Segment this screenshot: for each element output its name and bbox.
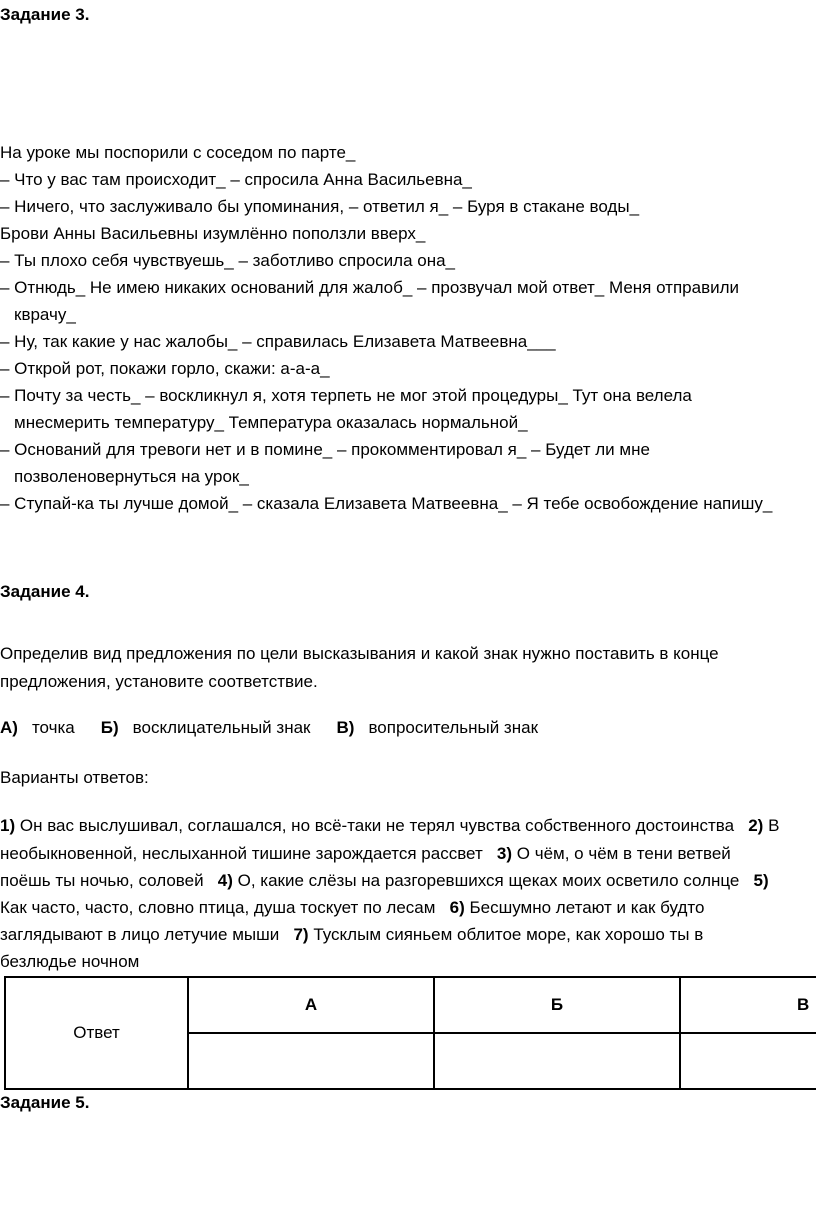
option-label: А) xyxy=(0,718,18,737)
variant-text: Он вас выслушивал, соглашался, но всё-таки не терял чувства собственного достоинства xyxy=(19,816,735,835)
variant-text: Как часто, часто, словно птица, душа тоскует по лесам xyxy=(0,898,436,917)
option-label: Б) xyxy=(100,718,119,737)
variants-line xyxy=(0,843,731,865)
variant-number: 7) xyxy=(293,925,309,944)
variants-line xyxy=(0,951,139,973)
task3-line: кврачу_ xyxy=(14,305,76,324)
variant-text-part: поёшь ты ночью, соловей xyxy=(0,871,204,890)
task3-line: – Ничего, что заслуживало бы упоминания, – ответил я_ – Буря в стакане воды_ xyxy=(0,197,640,216)
variants-line xyxy=(0,815,779,837)
answer-header-a: А xyxy=(188,977,434,1033)
task3-line: – Ты плохо себя чувствуешь_ – заботливо спросила она_ xyxy=(0,251,456,270)
variant-number: 6) xyxy=(449,898,465,917)
option-text: восклицательный знак xyxy=(132,718,311,737)
task5-title: Задание 5. xyxy=(0,1093,90,1112)
answer-table xyxy=(4,976,816,1090)
variant-number: 2) xyxy=(748,816,764,835)
variants-line xyxy=(0,897,704,919)
variant-number: 3) xyxy=(496,844,513,863)
task3-line: мнесмерить температуру_ Температура оказалась нормальной_ xyxy=(14,413,528,432)
answer-row-label: Ответ xyxy=(5,977,188,1089)
variant-text-part: Тусклым сияньем облитое море, как хорошо ты в xyxy=(313,925,704,944)
answer-options xyxy=(0,717,538,739)
task3-line: – Что у вас там происходит_ – спросила Анна Васильевна_ xyxy=(0,170,472,189)
task3-line: – Ну, так какие у нас жалобы_ – справилась Елизавета Матвеевна___ xyxy=(0,332,556,351)
variant-text-part: Бесшумно летают и как будто xyxy=(469,898,705,917)
variant-number: 5) xyxy=(753,871,769,890)
task3-line: – Оснований для тревоги нет и в помине_ – прокомментировал я_ – Будет ли мне xyxy=(0,440,650,459)
task3-title: Задание 3. xyxy=(0,5,90,24)
task4-intro: Определив вид предложения по цели высказывания и какой знак нужно поставить в конце xyxy=(0,644,719,663)
variant-text-part: безлюдье ночном xyxy=(0,952,140,971)
answer-header-b: Б xyxy=(434,977,680,1033)
task3-line: – Ступай-ка ты лучше домой_ – сказала Елизавета Матвеевна_ – Я тебе освобождение напишу_ xyxy=(0,494,773,513)
table-row xyxy=(5,977,816,1033)
variants-line xyxy=(0,870,769,892)
task3-line: позволеновернуться на урок_ xyxy=(14,467,249,486)
task3-line: – Почту за честь_ – воскликнул я, хотя терпеть не мог этой процедуры_ Тут она велела xyxy=(0,386,692,405)
variants-line xyxy=(0,924,703,946)
variants-heading: Варианты ответов: xyxy=(0,768,149,787)
answer-cell-v[interactable] xyxy=(680,1033,816,1089)
variant-text-part: О чём, о чём в тени ветвей xyxy=(516,844,731,863)
variant-text: О, какие слёзы на разгоревшихся щеках моих осветило солнце xyxy=(237,871,740,890)
variant-number: 1) xyxy=(0,816,16,835)
task3-line: Брови Анны Васильевны изумлённо поползли вверх_ xyxy=(0,224,426,243)
variant-number: 4) xyxy=(217,871,233,890)
task4-intro: предложения, установите соответствие. xyxy=(0,672,318,691)
task3-line: – Открой рот, покажи горло, скажи: а-а-а_ xyxy=(0,359,330,378)
option-text: точка xyxy=(31,718,75,737)
task3-line: – Отнюдь_ Не имею никаких оснований для жалоб_ – прозвучал мой ответ_ Меня отправили xyxy=(0,278,740,297)
option-text: вопросительный знак xyxy=(368,718,539,737)
variant-text-part: В xyxy=(768,816,780,835)
option-label: В) xyxy=(336,718,355,737)
variant-text-part: необыкновенной, неслыханной тишине зарождается рассвет xyxy=(0,844,483,863)
variant-text-part: заглядывают в лицо летучие мыши xyxy=(0,925,280,944)
answer-header-v: В xyxy=(680,977,816,1033)
task3-line: На уроке мы поспорили с соседом по парте_ xyxy=(0,143,356,162)
task4-title: Задание 4. xyxy=(0,582,90,601)
answer-cell-b[interactable] xyxy=(434,1033,680,1089)
answer-cell-a[interactable] xyxy=(188,1033,434,1089)
